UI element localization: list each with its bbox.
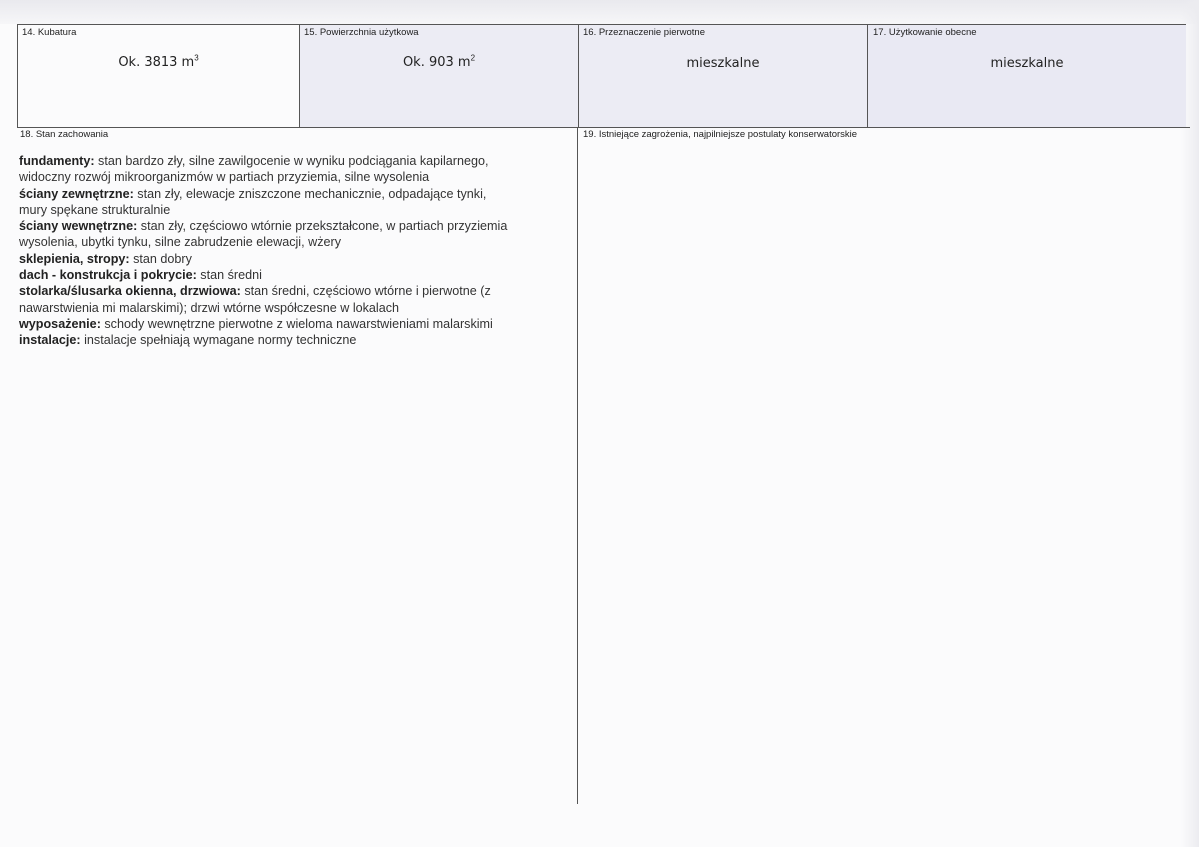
scan-edge-top xyxy=(0,0,1199,24)
condition-entry xyxy=(19,267,579,283)
kubatura-value-text: Ok. 3813 m xyxy=(118,55,195,70)
condition-key: fundamenty: xyxy=(19,154,95,168)
grid-line-col4 xyxy=(867,24,868,128)
row1-shade-right xyxy=(868,25,1186,127)
przeznaczenie-value xyxy=(579,54,867,71)
grid-line-left xyxy=(17,24,18,128)
powierzchnia-label: 15. Powierzchnia użytkowa xyxy=(304,27,419,38)
condition-text: stan średni, częściowo wtórne i pierwotne (z xyxy=(240,284,491,299)
condition-entry xyxy=(19,316,579,332)
condition-text: stan średni xyxy=(196,268,262,283)
zagrozenia-label: 19. Istniejące zagrożenia, najpilniejsze postulaty konserwatorskie xyxy=(583,129,858,140)
condition-entry xyxy=(19,218,579,251)
condition-key: instalacje: xyxy=(19,333,81,348)
condition-text: stan bardzo zły, silne zawilgocenie w wyniku podciągania kapilarnego, xyxy=(94,154,489,168)
condition-entry xyxy=(19,251,579,267)
uzytkowanie-label: 17. Użytkowanie obecne xyxy=(873,27,977,38)
przeznaczenie-value-text: mieszkalne xyxy=(686,56,760,71)
stan-zachowania-label: 18. Stan zachowania xyxy=(20,129,109,140)
condition-entry xyxy=(19,283,579,316)
grid-line-middle xyxy=(17,127,1190,128)
powierzchnia-value-text: Ok. 903 m xyxy=(402,55,471,70)
condition-key: wyposażenie: xyxy=(19,316,101,331)
condition-key: dach - konstrukcja i pokrycie: xyxy=(19,268,197,283)
condition-entry xyxy=(19,186,579,219)
condition-text: schody wewnętrzne pierwotne z wieloma nawarstwieniami malarskimi xyxy=(100,316,493,331)
uzytkowanie-value xyxy=(868,54,1186,71)
grid-line-top xyxy=(17,24,1186,25)
condition-text: stan zły, częściowo wtórnie przekształcone, w partiach przyziemia xyxy=(137,219,508,234)
przeznaczenie-label: 16. Przeznaczenie pierwotne xyxy=(583,27,705,38)
grid-line-col2 xyxy=(299,24,300,128)
powierzchnia-unit-exponent: 2 xyxy=(470,53,476,63)
condition-key: sklepienia, stropy: xyxy=(19,251,130,266)
grid-line-col3 xyxy=(578,24,579,128)
condition-text: mury spękane strukturalnie xyxy=(19,202,171,217)
condition-key: ściany wewnętrzne: xyxy=(19,219,138,234)
condition-key: ściany zewnętrzne: xyxy=(19,186,134,201)
kubatura-value xyxy=(18,53,299,70)
stan-zachowania-text xyxy=(19,153,579,349)
condition-entry xyxy=(19,332,579,348)
kubatura-label: 14. Kubatura xyxy=(22,27,77,38)
condition-text: instalacje spełniają wymagane normy techniczne xyxy=(80,333,357,348)
condition-text: widoczny rozwój mikroorganizmów w partiach przyziemia, silne wysolenia xyxy=(19,170,430,185)
kubatura-unit-exponent: 3 xyxy=(194,53,199,63)
powierzchnia-value xyxy=(300,53,578,70)
uzytkowanie-value-text: mieszkalne xyxy=(990,56,1064,71)
condition-text: stan dobry xyxy=(129,251,192,266)
row1-shade xyxy=(300,25,868,127)
condition-key: stolarka/ślusarka okienna, drzwiowa: xyxy=(19,284,241,299)
condition-text: stan zły, elewacje zniszczone mechanicznie, odpadające tynki, xyxy=(133,186,487,201)
condition-text: wysolenia, ubytki tynku, silne zabrudzenie elewacji, wżery xyxy=(19,235,341,250)
condition-text: nawarstwienia mi malarskimi); drzwi wtórne współczesne w lokalach xyxy=(19,300,400,315)
condition-entry xyxy=(19,153,579,186)
